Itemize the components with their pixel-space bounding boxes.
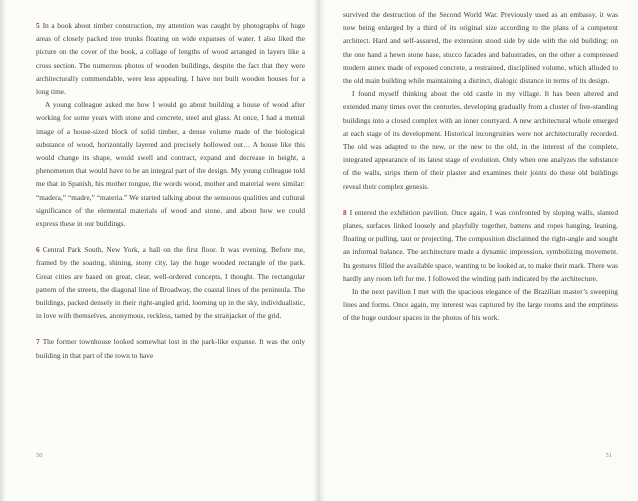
paragraph: 5 In a book about timber construction, my attention was caught by photographs of huge areas of closely packed tree trunks floating on wide expanses of water. I also liked the picture on the cover of the book, a collage of lengths of wood arranged in layers like a cross section. The numerous photos of wooden buildings, despite the fact that they were architecturally commendable, were less appealing. I have not built wooden houses for a long time. <box>36 22 305 97</box>
section-7 <box>36 336 305 362</box>
section-8 <box>343 207 618 326</box>
section-5 <box>36 20 305 231</box>
section-6 <box>36 244 305 323</box>
section-number: 7 <box>36 338 40 347</box>
page-number: 50 <box>36 452 43 459</box>
book-gutter <box>313 0 325 501</box>
page-number: 51 <box>605 452 612 459</box>
right-page <box>319 0 638 501</box>
section-7-continued <box>343 9 618 194</box>
section-number: 8 <box>343 208 347 217</box>
paragraph: I found myself thinking about the old castle in my village. It has been altered and extended many times over the centuries, developing gradually from a cluster of free-standing buildings into a closed complex with an inner courtyard. A new architectural whole emerged at each stage of its development. Historical incongruities were not architecturally recorded. The old was adapted to the new, or the new to the old, in the interest of the complete, integrated appearance of its latest stage of evolution. Only when one analyzes the substance of the walls, strips them of their plaster and examines their joints do these old buildings reveal their complex genesis. <box>343 90 618 191</box>
paragraph: 7 The former townhouse looked somewhat lost in the park-like expanse. It was the only building in that part of the town to have <box>36 338 305 360</box>
section-number: 5 <box>36 22 40 30</box>
paragraph: In the next pavilion I met with the spacious elegance of the Brazilian master’s sweeping lines and forms. Once again, my interest was captured by the large rooms and the emptiness of the huge outdoor spaces in the photos of his work. <box>343 288 618 323</box>
section-number: 6 <box>36 246 40 255</box>
paragraph: 6 Central Park South, New York, a hall on the first floor. It was evening. Before me, framed by the soaring, shining, stony city, lay the huge wooded rectangle of the park. Great cities are based on great, clear, well-ordered concepts, I thought. The rectangular pattern of the streets, the diagonal line of Broadway, the coastal lines of the peninsula. The buildings, packed densely in their right-angled grid, looming up in the sky, individualistic, in love with themselves, anonymous, reckless, tamed by the straitjacket of the grid. <box>36 246 305 321</box>
paragraph: 8 I entered the exhibition pavilion. Once again, I was confronted by sloping walls, slanted planes, surfaces linked loosely and playfully together, battens and ropes hanging, leaning, floating or pulling, taut or projecting. The composition disclaimed the right-angle and sought an informal balance. The architecture made a dynamic impression, symbolizing movement. Its gestures filled the available space, wanting to be looked at, to make their mark. There was hardly any room left for me. I followed the winding path indicated by the architecture. <box>343 208 618 283</box>
paragraph: A young colleague asked me how I would go about building a house of wood after working for some years with stone and concrete, steel and glass. At once, I had a mental image of a house-sized block of solid timber, a dense volume made of the biological substance of wood, horizontally layered and precisely hollowed out… A house like this would change its shape, would swell and contract, expand and decrease in height, a phenomenon that would have to be an integral part of the design. My young colleague told me that in Spanish, his mother tongue, the words wood, mother and material were similar: “madera,” “madre,” “materia.” We started talking about the sensuous qualities and cultural significance of the elemental materials of wood and stone, and about how we could express these in our buildings. <box>36 101 305 229</box>
paragraph: survived the destruction of the Second World War. Previously used as an embassy, it was now being enlarged by a third of its original size according to the plans of a competent architect. Hard and self-assured, the extension stood side by side with the old building; on the one hand a hewn stone base, stucco facades and balustrades, on the other a compressed modern annex made of exposed concrete, a restrained, disciplined volume, which alluded to the old main building while maintaining a distinct, dialogic distance in terms of its design. <box>343 11 618 86</box>
